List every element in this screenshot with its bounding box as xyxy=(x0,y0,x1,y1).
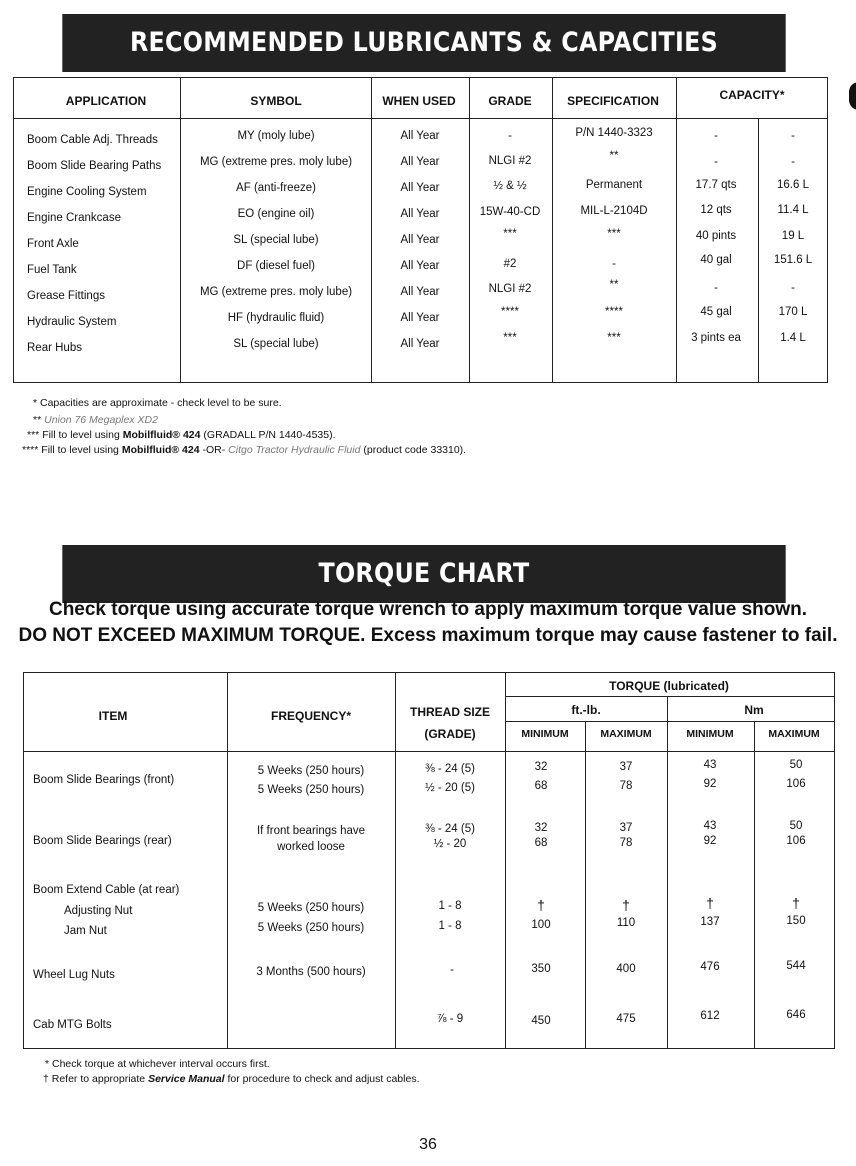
row-symbol: MY (moly lube) xyxy=(237,130,315,142)
footnote-text: for procedure to check and adjust cables. xyxy=(227,1073,420,1085)
row-symbol: SL (special lube) xyxy=(233,338,319,350)
row-capacity-metric: - xyxy=(791,282,795,294)
row-ftlb-min: 32 xyxy=(534,822,548,834)
row-frequency: If front bearings have xyxy=(256,825,366,837)
row-capacity-us: - xyxy=(714,156,718,168)
row-capacity-us: 17.7 qts xyxy=(695,179,737,191)
row-capacity-metric: 170 L xyxy=(778,306,808,318)
row-nm-min: 137 xyxy=(700,916,720,928)
header-nm: Nm xyxy=(744,703,764,717)
row-nm-min: 92 xyxy=(703,778,717,790)
row-nm-max: 544 xyxy=(786,960,806,972)
footnote-mark: *** xyxy=(27,429,40,441)
row-specification: *** xyxy=(607,332,621,344)
col-divider xyxy=(552,78,553,382)
row-ftlb-min: 32 xyxy=(534,761,548,773)
row-ftlb-min: 100 xyxy=(531,919,551,931)
header-torque-group: TORQUE (lubricated) xyxy=(609,679,729,693)
footnote-text: (product code 33310). xyxy=(363,444,467,456)
row-subitem: Jam Nut xyxy=(64,925,107,937)
lubricants-header-divider xyxy=(14,118,827,119)
row-ftlb-max: 78 xyxy=(619,837,633,849)
row-item: Boom Extend Cable (at rear) xyxy=(33,884,180,896)
header-nm-max: MAXIMUM xyxy=(768,728,820,740)
lubricants-title: RECOMMENDED LUBRICANTS & CAPACITIES xyxy=(62,14,785,72)
row-symbol: EO (engine oil) xyxy=(237,208,315,220)
row-grade: ½ & ½ xyxy=(493,180,527,192)
row-application: Hydraulic System xyxy=(27,316,117,328)
row-thread: ½ - 20 (5) xyxy=(425,782,475,794)
row-specification: P/N 1440-3323 xyxy=(575,127,653,139)
row-thread: ⅞ - 9 xyxy=(436,1013,464,1025)
row-when-used: All Year xyxy=(400,208,440,220)
lubricants-table xyxy=(13,77,828,383)
row-specification: **** xyxy=(605,306,623,318)
footnote-text: (GRADALL P/N 1440-4535). xyxy=(203,429,336,441)
header-grade: GRADE xyxy=(488,94,532,108)
footnote-text: Citgo Tractor Hydraulic Fluid xyxy=(228,444,361,456)
row-grade: #2 xyxy=(503,258,517,270)
row-nm-min: 612 xyxy=(700,1010,720,1022)
row-when-used: All Year xyxy=(400,234,440,246)
row-nm-max: 50 xyxy=(789,759,803,771)
header-frequency: FREQUENCY* xyxy=(270,709,352,723)
row-capacity-metric: 11.4 L xyxy=(777,204,809,216)
row-symbol: DF (diesel fuel) xyxy=(237,260,315,272)
row-frequency: 5 Weeks (250 hours) xyxy=(257,784,365,796)
row-thread: ⅜ - 24 (5) xyxy=(425,823,475,835)
row-nm-max: 106 xyxy=(786,778,806,790)
row-grade: **** xyxy=(501,306,519,318)
footnote-check-torque: * Check torque at whichever interval occurs first. xyxy=(45,1058,270,1070)
row-capacity-metric: - xyxy=(791,130,795,142)
footnote-brand: Mobilfluid® 424 xyxy=(122,429,201,441)
page-number: 36 xyxy=(419,1136,437,1153)
row-application: Engine Cooling System xyxy=(27,186,147,198)
row-symbol: MG (extreme pres. moly lube) xyxy=(199,286,353,298)
row-capacity-metric: 1.4 L xyxy=(780,332,806,344)
row-capacity-metric: - xyxy=(791,156,795,168)
row-frequency: 5 Weeks (250 hours) xyxy=(257,765,365,777)
footnote-triple-star xyxy=(27,429,336,441)
row-ftlb-max: 37 xyxy=(619,822,633,834)
row-symbol: MG (extreme pres. moly lube) xyxy=(199,156,353,168)
row-item: Wheel Lug Nuts xyxy=(33,969,115,981)
torque-instruction-2: DO NOT EXCEED MAXIMUM TORQUE. Excess maximum torque may cause fastener to fail. xyxy=(18,625,838,646)
row-capacity-us: 3 pints ea xyxy=(691,332,741,344)
header-ftlb-min: MINIMUM xyxy=(521,728,569,740)
footnote-double-star xyxy=(33,414,158,426)
footnote-brand: Mobilfluid® 424 xyxy=(121,444,200,456)
footnote-text: Fill to level using xyxy=(41,444,119,456)
row-ftlb-min: † xyxy=(537,897,545,913)
header-ftlb-max: MAXIMUM xyxy=(600,728,652,740)
row-thread: ½ - 20 xyxy=(433,838,467,850)
header-nm-min: MINIMUM xyxy=(686,728,734,740)
header-ftlb: ft.-lb. xyxy=(571,703,601,717)
row-ftlb-max: † xyxy=(622,897,630,913)
row-grade: NLGI #2 xyxy=(488,283,532,295)
col-divider xyxy=(667,696,668,1048)
row-ftlb-min: 450 xyxy=(531,1015,551,1027)
row-ftlb-max: 475 xyxy=(616,1013,636,1025)
torque-unit-divider xyxy=(505,721,834,722)
torque-title: TORQUE CHART xyxy=(62,545,785,603)
row-grade: NLGI #2 xyxy=(488,155,532,167)
row-specification: - xyxy=(612,258,616,270)
header-specification: SPECIFICATION xyxy=(567,94,659,108)
row-thread: - xyxy=(450,964,454,976)
row-nm-min: 43 xyxy=(703,759,717,771)
col-divider xyxy=(505,673,506,1048)
row-when-used: All Year xyxy=(400,156,440,168)
row-specification: *** xyxy=(607,228,621,240)
row-nm-max: † xyxy=(792,895,800,911)
row-capacity-us: 12 qts xyxy=(700,204,732,216)
row-grade: *** xyxy=(503,228,517,240)
col-divider xyxy=(469,78,470,382)
col-divider xyxy=(676,78,677,382)
row-item: Boom Slide Bearings (front) xyxy=(33,774,175,786)
footnote-text: Union 76 Megaplex XD2 xyxy=(44,414,158,426)
row-capacity-metric: 19 L xyxy=(781,230,805,242)
row-specification: Permanent xyxy=(585,179,643,191)
torque-group-divider xyxy=(505,696,834,697)
footnote-mark: ** xyxy=(33,414,42,426)
row-nm-min: 43 xyxy=(703,820,717,832)
row-when-used: All Year xyxy=(400,260,440,272)
header-thread-size: THREAD SIZE xyxy=(409,705,491,719)
footnote-italic: Service Manual xyxy=(148,1073,225,1085)
row-thread: 1 - 8 xyxy=(438,900,462,912)
row-nm-min: 476 xyxy=(700,961,720,973)
footnote-capacity: * Capacities are approximate - check level to be sure. xyxy=(33,397,282,409)
col-divider xyxy=(371,78,372,382)
torque-table xyxy=(23,672,835,1049)
row-specification: ** xyxy=(609,279,619,291)
header-when-used: WHEN USED xyxy=(382,94,456,108)
row-when-used: All Year xyxy=(400,338,440,350)
header-item: ITEM xyxy=(98,709,128,723)
row-grade: *** xyxy=(503,332,517,344)
row-when-used: All Year xyxy=(400,130,440,142)
row-capacity-us: 45 gal xyxy=(700,306,732,318)
row-application: Front Axle xyxy=(27,238,79,250)
row-nm-min: † xyxy=(706,895,714,911)
row-ftlb-max: 78 xyxy=(619,780,633,792)
header-application: APPLICATION xyxy=(65,94,147,108)
row-capacity-metric: 16.6 L xyxy=(777,179,809,191)
row-when-used: All Year xyxy=(400,312,440,324)
footnote-service-manual xyxy=(43,1073,419,1085)
col-divider xyxy=(180,78,181,382)
header-symbol: SYMBOL xyxy=(250,94,302,108)
row-frequency: worked loose xyxy=(277,841,345,853)
row-application: Fuel Tank xyxy=(27,264,77,276)
row-item: Boom Slide Bearings (rear) xyxy=(33,835,172,847)
row-item: Cab MTG Bolts xyxy=(33,1019,112,1031)
page-edge-tab-mark xyxy=(849,82,856,110)
row-symbol: HF (hydraulic fluid) xyxy=(227,312,325,324)
col-divider xyxy=(227,673,228,1048)
torque-instruction-1: Check torque using accurate torque wrench to apply maximum torque value shown. xyxy=(48,599,808,620)
row-thread: ⅜ - 24 (5) xyxy=(425,763,475,775)
row-frequency: 5 Weeks (250 hours) xyxy=(257,902,365,914)
row-frequency: 3 Months (500 hours) xyxy=(256,966,366,978)
header-thread-grade: (GRADE) xyxy=(424,727,476,741)
row-subitem: Adjusting Nut xyxy=(64,905,133,917)
row-capacity-metric: 151.6 L xyxy=(773,254,813,266)
col-divider xyxy=(585,721,586,1048)
col-divider xyxy=(754,721,755,1048)
row-capacity-us: - xyxy=(714,282,718,294)
row-grade: 15W-40-CD xyxy=(479,206,541,218)
footnote-quad-star xyxy=(22,444,466,456)
row-application: Boom Slide Bearing Paths xyxy=(27,160,162,172)
col-divider xyxy=(395,673,396,1048)
row-ftlb-max: 110 xyxy=(616,917,636,929)
row-ftlb-min: 350 xyxy=(531,963,551,975)
row-ftlb-max: 37 xyxy=(619,761,633,773)
row-specification: MIL-L-2104D xyxy=(580,205,648,217)
row-application: Rear Hubs xyxy=(27,342,82,354)
footnote-text: † Refer to appropriate xyxy=(43,1073,146,1085)
row-thread: 1 - 8 xyxy=(438,920,462,932)
row-nm-max: 150 xyxy=(786,915,806,927)
row-ftlb-max: 400 xyxy=(616,963,636,975)
row-nm-max: 106 xyxy=(786,835,806,847)
row-ftlb-min: 68 xyxy=(534,780,548,792)
row-symbol: AF (anti-freeze) xyxy=(236,182,316,194)
row-when-used: All Year xyxy=(400,182,440,194)
row-symbol: SL (special lube) xyxy=(233,234,319,246)
row-application: Boom Cable Adj. Threads xyxy=(27,134,158,146)
row-application: Engine Crankcase xyxy=(27,212,121,224)
row-capacity-us: - xyxy=(714,130,718,142)
row-when-used: All Year xyxy=(400,286,440,298)
torque-header-divider xyxy=(24,751,834,752)
row-grade: - xyxy=(508,130,512,142)
row-capacity-us: 40 pints xyxy=(695,230,737,242)
col-divider xyxy=(758,118,759,382)
row-capacity-us: 40 gal xyxy=(700,254,732,266)
row-specification: ** xyxy=(609,150,619,162)
row-frequency: 5 Weeks (250 hours) xyxy=(257,922,365,934)
footnote-text: -OR- xyxy=(202,444,226,456)
row-nm-min: 92 xyxy=(703,835,717,847)
row-nm-max: 646 xyxy=(786,1009,806,1021)
row-application: Grease Fittings xyxy=(27,290,105,302)
row-nm-max: 50 xyxy=(789,820,803,832)
footnote-mark: **** xyxy=(22,444,39,456)
footnote-text: Fill to level using xyxy=(42,429,120,441)
header-capacity: CAPACITY* xyxy=(719,88,785,102)
row-ftlb-min: 68 xyxy=(534,837,548,849)
